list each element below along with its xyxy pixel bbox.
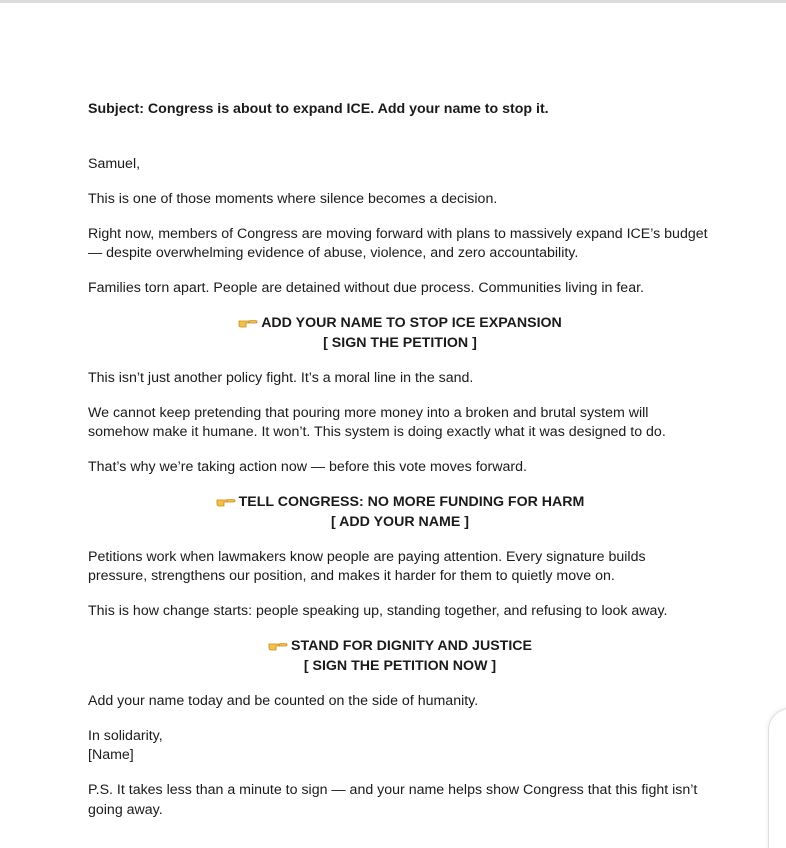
pointing-hand-icon: [216, 494, 236, 506]
cta-1-link[interactable]: [ SIGN THE PETITION ]: [323, 334, 477, 351]
pointing-hand-icon: [268, 638, 288, 650]
pointing-hand-icon: [238, 315, 258, 327]
cta-block-3: [88, 637, 712, 676]
paragraph-3: Families torn apart. People are detained without due process. Communities living in fear.: [88, 280, 644, 296]
side-panel-edge: [768, 708, 786, 848]
paragraph-9: Add your name today and be counted on the side of humanity.: [88, 692, 479, 709]
cta-3-title: STAND FOR DIGNITY AND JUSTICE: [291, 638, 532, 654]
paragraph-7: Petitions work when lawmakers know people are paying attention. Every signature builds pressure, strengthens our position, and makes it harder for them to quietly move on.: [88, 548, 646, 584]
signature-block: [88, 727, 708, 766]
paragraph-4: This isn’t just another policy fight. It’s a moral line in the sand.: [88, 369, 474, 386]
signoff: In solidarity,: [88, 727, 163, 744]
window-top-border: [0, 0, 786, 3]
cta-3-link[interactable]: [ SIGN THE PETITION NOW ]: [303, 657, 497, 674]
cta-1-title: ADD YOUR NAME TO STOP ICE EXPANSION: [261, 315, 562, 331]
email-subject: Subject: Congress is about to expand ICE. Add your name to stop it.: [88, 101, 549, 117]
greeting: Samuel,: [88, 155, 141, 172]
signature-name: [Name]: [88, 747, 134, 763]
paragraph-1: This is one of those moments where silence becomes a decision.: [88, 190, 498, 207]
paragraph-5: We cannot keep pretending that pouring more money into a broken and brutal system will somehow make it humane. It won’t. This system is doing exactly what it was designed to do.: [88, 404, 666, 440]
cta-2-title: TELL CONGRESS: NO MORE FUNDING FOR HARM: [238, 494, 585, 510]
paragraph-2: Right now, members of Congress are moving forward with plans to massively expand ICE’s budget — despite overwhelming evidence of abuse, violence, and zero accountability.: [88, 225, 708, 261]
cta-2-title-line: [88, 493, 712, 513]
cta-1-title-line: [88, 314, 712, 334]
paragraph-6: That’s why we’re taking action now — before this vote moves forward.: [88, 459, 527, 475]
email-document: [88, 100, 708, 836]
cta-2-link[interactable]: [ ADD YOUR NAME ]: [331, 513, 469, 530]
postscript: P.S. It takes less than a minute to sign — and your name helps show Congress that this fight isn’t going away.: [88, 782, 698, 818]
cta-block-2: [88, 493, 712, 532]
cta-block-1: [88, 314, 712, 353]
paragraph-8: This is how change starts: people speaking up, standing together, and refusing to look away.: [88, 603, 668, 619]
cta-3-title-line: [88, 637, 712, 657]
